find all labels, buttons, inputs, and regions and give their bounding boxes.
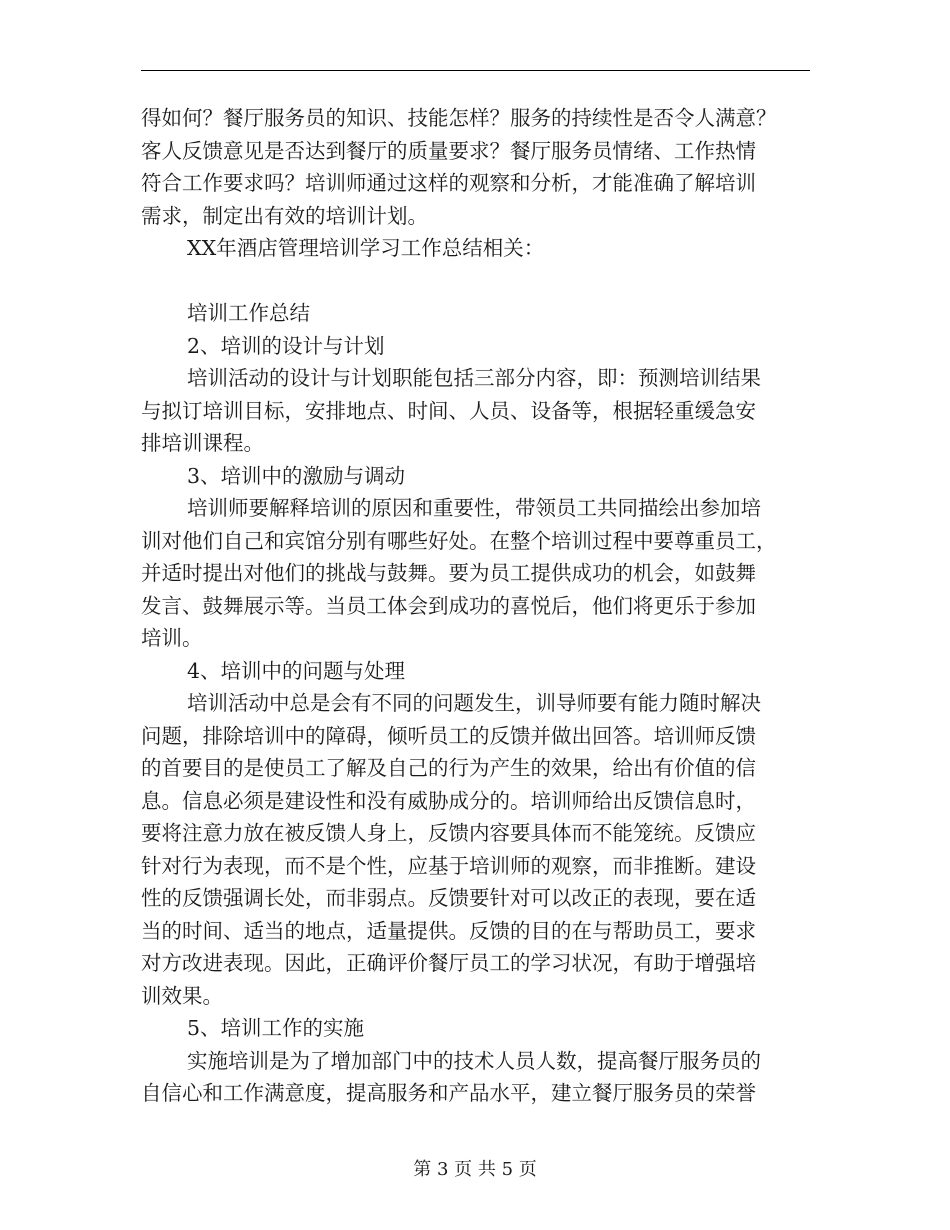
text-line: 培训。 [141, 626, 203, 650]
text-line: 得如何？餐厅服务员的知识、技能怎样？服务的持续性是否令人满意？ [141, 106, 777, 130]
text-line: 与拟订培训目标，安排地点、时间、人员、设备等，根据轻重缓急安 [141, 398, 756, 423]
text-line: 要将注意力放在被反馈人身上，反馈内容要具体而不能笼统。反馈应 [141, 821, 756, 845]
text-line: 实施培训是为了增加部门中的技术人员人数，提高餐厅服务员的 [187, 1048, 761, 1073]
text-line: 训对他们自己和宾馆分别有哪些好处。在整个培训过程中要尊重员工， [141, 528, 777, 553]
section-heading: 2、培训的设计与计划 [187, 333, 385, 358]
text-line: 当的时间、适当的地点，适量提供。反馈的目的在与帮助员工，要求 [141, 918, 756, 943]
related-label: XX年酒店管理培训学习工作总结相关： [187, 236, 545, 260]
text-line: 排培训课程。 [141, 431, 264, 455]
text-line: 训效果。 [141, 983, 223, 1008]
text-line: 问题，排除培训中的障碍，倾听员工的反馈并做出回答。培训师反馈 [141, 723, 756, 748]
section-heading: 5、培训工作的实施 [187, 1016, 365, 1040]
text-line: 息。信息必须是建设性和没有威胁成分的。培训师给出反馈信息时， [141, 788, 756, 813]
blank-line [141, 265, 810, 298]
text-line: 培训活动的设计与计划职能包括三部分内容，即：预测培训结果 [187, 366, 761, 390]
page-number-footer: 第 3 页 共 5 页 [413, 1159, 537, 1180]
text-line: 符合工作要求吗？培训师通过这样的观察和分析，才能准确了解培训 [141, 171, 756, 195]
text-line: 自信心和工作满意度，提高服务和产品水平，建立餐厅服务员的荣誉 [141, 1081, 756, 1105]
section-heading: 3、培训中的激励与调动 [187, 463, 406, 488]
text-line: 对方改进表现。因此，正确评价餐厅员工的学习状况，有助于增强培 [141, 951, 756, 975]
body-text [141, 102, 810, 1110]
text-line: 的首要目的是使员工了解及自己的行为产生的效果，给出有价值的信 [141, 756, 756, 780]
text-line: 发言、鼓舞展示等。当员工体会到成功的喜悦后，他们将更乐于参加 [141, 593, 756, 618]
text-line: 培训师要解释培训的原因和重要性，带领员工共同描绘出参加培 [187, 496, 761, 520]
header-rule [141, 70, 810, 71]
text-line: 针对行为表现，而不是个性，应基于培训师的观察，而非推断。建设 [141, 853, 756, 878]
text-line: 性的反馈强调长处，而非弱点。反馈要针对可以改正的表现，要在适 [141, 886, 756, 910]
text-line: 并适时提出对他们的挑战与鼓舞。要为员工提供成功的机会，如鼓舞 [141, 561, 756, 585]
text-line: 培训活动中总是会有不同的问题发生，训导师要有能力随时解决 [187, 691, 761, 715]
section-heading: 培训工作总结 [187, 301, 310, 325]
text-line: 需求，制定出有效的培训计划。 [141, 203, 428, 228]
section-heading: 4、培训中的问题与处理 [187, 658, 406, 683]
text-line: 客人反馈意见是否达到餐厅的质量要求？餐厅服务员情绪、工作热情 [141, 138, 756, 163]
